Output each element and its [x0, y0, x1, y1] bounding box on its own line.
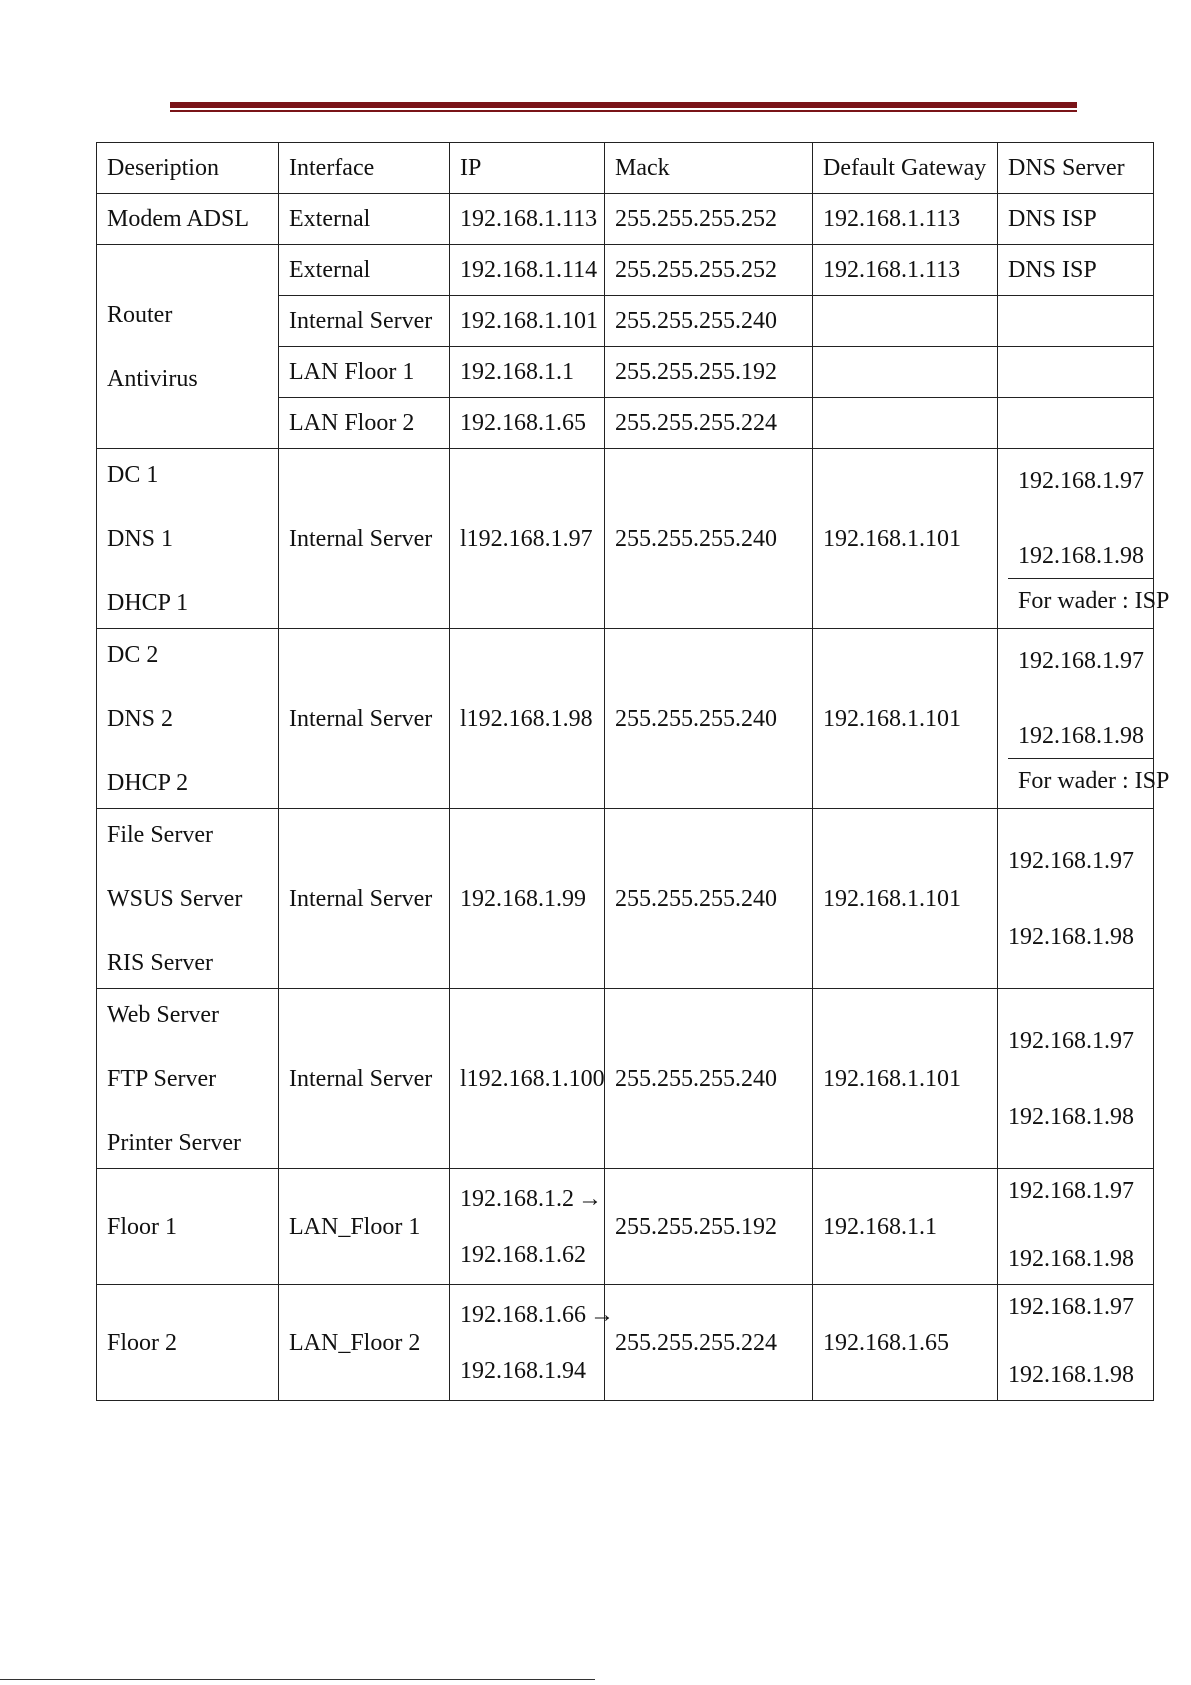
desc-line: FTP Server: [107, 1065, 217, 1092]
dns-secondary: 192.168.1.98: [1018, 722, 1144, 749]
cell-mask: 255.255.255.240: [605, 989, 813, 1169]
ip-range-end: 192.168.1.62: [460, 1241, 586, 1268]
desc-line: DC 2: [107, 641, 159, 668]
cell-mask: 255.255.255.240: [605, 629, 813, 809]
desc-line: DC 1: [107, 461, 159, 488]
cell-description: [97, 629, 279, 809]
cell-interface: LAN Floor 2: [279, 398, 450, 449]
cell-description: [97, 809, 279, 989]
desc-line: Web Server: [107, 1001, 220, 1028]
arrow-right-icon: →: [590, 1301, 614, 1328]
table-row-web-server: [97, 989, 1154, 1169]
cell-mask: 255.255.255.240: [605, 809, 813, 989]
dns-secondary: 192.168.1.98: [1008, 923, 1134, 950]
table-row-floor1: [97, 1169, 1154, 1285]
dns-primary: 192.168.1.97: [1008, 1027, 1134, 1054]
cell-dns: [998, 629, 1170, 809]
dns-secondary: 192.168.1.98: [1008, 1361, 1134, 1388]
cell-gateway: [813, 347, 998, 398]
desc-line: DNS 1: [107, 525, 174, 552]
cell-mask: 255.255.255.192: [605, 347, 813, 398]
cell-interface: Internal Server: [279, 809, 450, 989]
cell-mask: 255.255.255.240: [605, 296, 813, 347]
cell-ip: 192.168.1.1: [450, 347, 605, 398]
cell-gateway: 192.168.1.101: [813, 449, 998, 629]
cell-interface: LAN_Floor 1: [279, 1169, 450, 1285]
table-row-modem: [97, 194, 1154, 245]
desc-line: DHCP 2: [107, 769, 189, 796]
cell-interface: External: [279, 194, 450, 245]
dns-secondary: 192.168.1.98: [1008, 1103, 1134, 1130]
cell-gateway: 192.168.1.65: [813, 1285, 998, 1401]
table-row-router-external: [97, 245, 1154, 296]
cell-mask: 255.255.255.252: [605, 194, 813, 245]
cell-ip: 192.168.1.65: [450, 398, 605, 449]
dns-primary: 192.168.1.97: [1018, 467, 1144, 494]
network-table: [96, 142, 1170, 1401]
desc-line: DNS 2: [107, 705, 174, 732]
dns-primary: 192.168.1.97: [1008, 1177, 1134, 1204]
cell-interface: Internal Server: [279, 449, 450, 629]
cell-ip: l192.168.1.97: [450, 449, 605, 629]
cell-ip: l192.168.1.100: [450, 989, 605, 1169]
arrow-right-icon: →: [578, 1185, 602, 1212]
cell-description-router: [97, 245, 279, 449]
cell-dns: [998, 398, 1154, 449]
cell-interface: Internal Server: [279, 296, 450, 347]
cell-description: Modem ADSL: [97, 194, 279, 245]
cell-gateway: 192.168.1.101: [813, 809, 998, 989]
header-gateway: Default Gateway: [813, 143, 998, 194]
dns-secondary: 192.168.1.98: [1018, 542, 1144, 569]
cell-dns: DNS ISP: [998, 245, 1154, 296]
ip-range-end: 192.168.1.94: [460, 1357, 586, 1384]
cell-gateway: 192.168.1.113: [813, 194, 998, 245]
cell-ip: 192.168.1.101: [450, 296, 605, 347]
table-header-row: [97, 143, 1154, 194]
cell-mask: 255.255.255.192: [605, 1169, 813, 1285]
cell-description: Floor 2: [97, 1285, 279, 1401]
cell-ip: l192.168.1.98: [450, 629, 605, 809]
dns-primary: 192.168.1.97: [1008, 847, 1134, 874]
cell-interface: LAN Floor 1: [279, 347, 450, 398]
header-rule-thin: [170, 110, 1077, 112]
desc-line: WSUS Server: [107, 885, 243, 912]
dns-forwarder: For wader : ISP: [1018, 767, 1170, 794]
cell-interface: LAN_Floor 2: [279, 1285, 450, 1401]
dns-primary: 192.168.1.97: [1008, 1293, 1134, 1320]
dns-secondary: 192.168.1.98: [1008, 1245, 1134, 1272]
cell-ip-range: [450, 1285, 614, 1401]
cell-dns: [998, 989, 1154, 1169]
header-ip: IP: [450, 143, 605, 194]
desc-line: DHCP 1: [107, 589, 189, 616]
cell-mask: 255.255.255.224: [605, 1285, 813, 1401]
header-mask: Mack: [605, 143, 813, 194]
cell-description: Floor 1: [97, 1169, 279, 1285]
cell-mask: 255.255.255.252: [605, 245, 813, 296]
cell-interface: Internal Server: [279, 629, 450, 809]
table-row-floor2: [97, 1285, 1154, 1401]
cell-dns: [998, 809, 1154, 989]
router-label: Router: [107, 301, 173, 328]
ip-range-start: 192.168.1.2: [460, 1185, 574, 1212]
cell-ip: 192.168.1.114: [450, 245, 605, 296]
ip-range-start: 192.168.1.66: [460, 1301, 586, 1328]
cell-interface: External: [279, 245, 450, 296]
table-row-dc1: [97, 449, 1154, 629]
cell-dns: DNS ISP: [998, 194, 1154, 245]
cell-gateway: 192.168.1.1: [813, 1169, 998, 1285]
cell-dns: [998, 347, 1154, 398]
cell-gateway: [813, 398, 998, 449]
cell-dns: [998, 449, 1170, 629]
header-description: Deseription: [97, 143, 279, 194]
header-dns: DNS Server: [998, 143, 1154, 194]
cell-ip-range: [450, 1169, 605, 1285]
footer-rule: [0, 1679, 595, 1680]
cell-dns: [998, 296, 1154, 347]
cell-gateway: 192.168.1.113: [813, 245, 998, 296]
cell-gateway: 192.168.1.101: [813, 989, 998, 1169]
cell-ip: 192.168.1.113: [450, 194, 605, 245]
antivirus-label: Antivirus: [107, 365, 198, 392]
cell-interface: Internal Server: [279, 989, 450, 1169]
header-interface: Interface: [279, 143, 450, 194]
header-rule: [170, 102, 1077, 108]
cell-gateway: 192.168.1.101: [813, 629, 998, 809]
dns-forwarder: For wader : ISP: [1018, 587, 1170, 614]
cell-description: [97, 449, 279, 629]
cell-description: [97, 989, 279, 1169]
cell-mask: 255.255.255.224: [605, 398, 813, 449]
desc-line: File Server: [107, 821, 213, 848]
desc-line: Printer Server: [107, 1129, 241, 1156]
table-row-file-server: [97, 809, 1154, 989]
cell-mask: 255.255.255.240: [605, 449, 813, 629]
dns-primary: 192.168.1.97: [1018, 647, 1144, 674]
desc-line: RIS Server: [107, 949, 213, 976]
cell-dns: [998, 1285, 1154, 1401]
cell-dns: [998, 1169, 1154, 1285]
cell-ip: 192.168.1.99: [450, 809, 605, 989]
table-row-dc2: [97, 629, 1154, 809]
cell-gateway: [813, 296, 998, 347]
